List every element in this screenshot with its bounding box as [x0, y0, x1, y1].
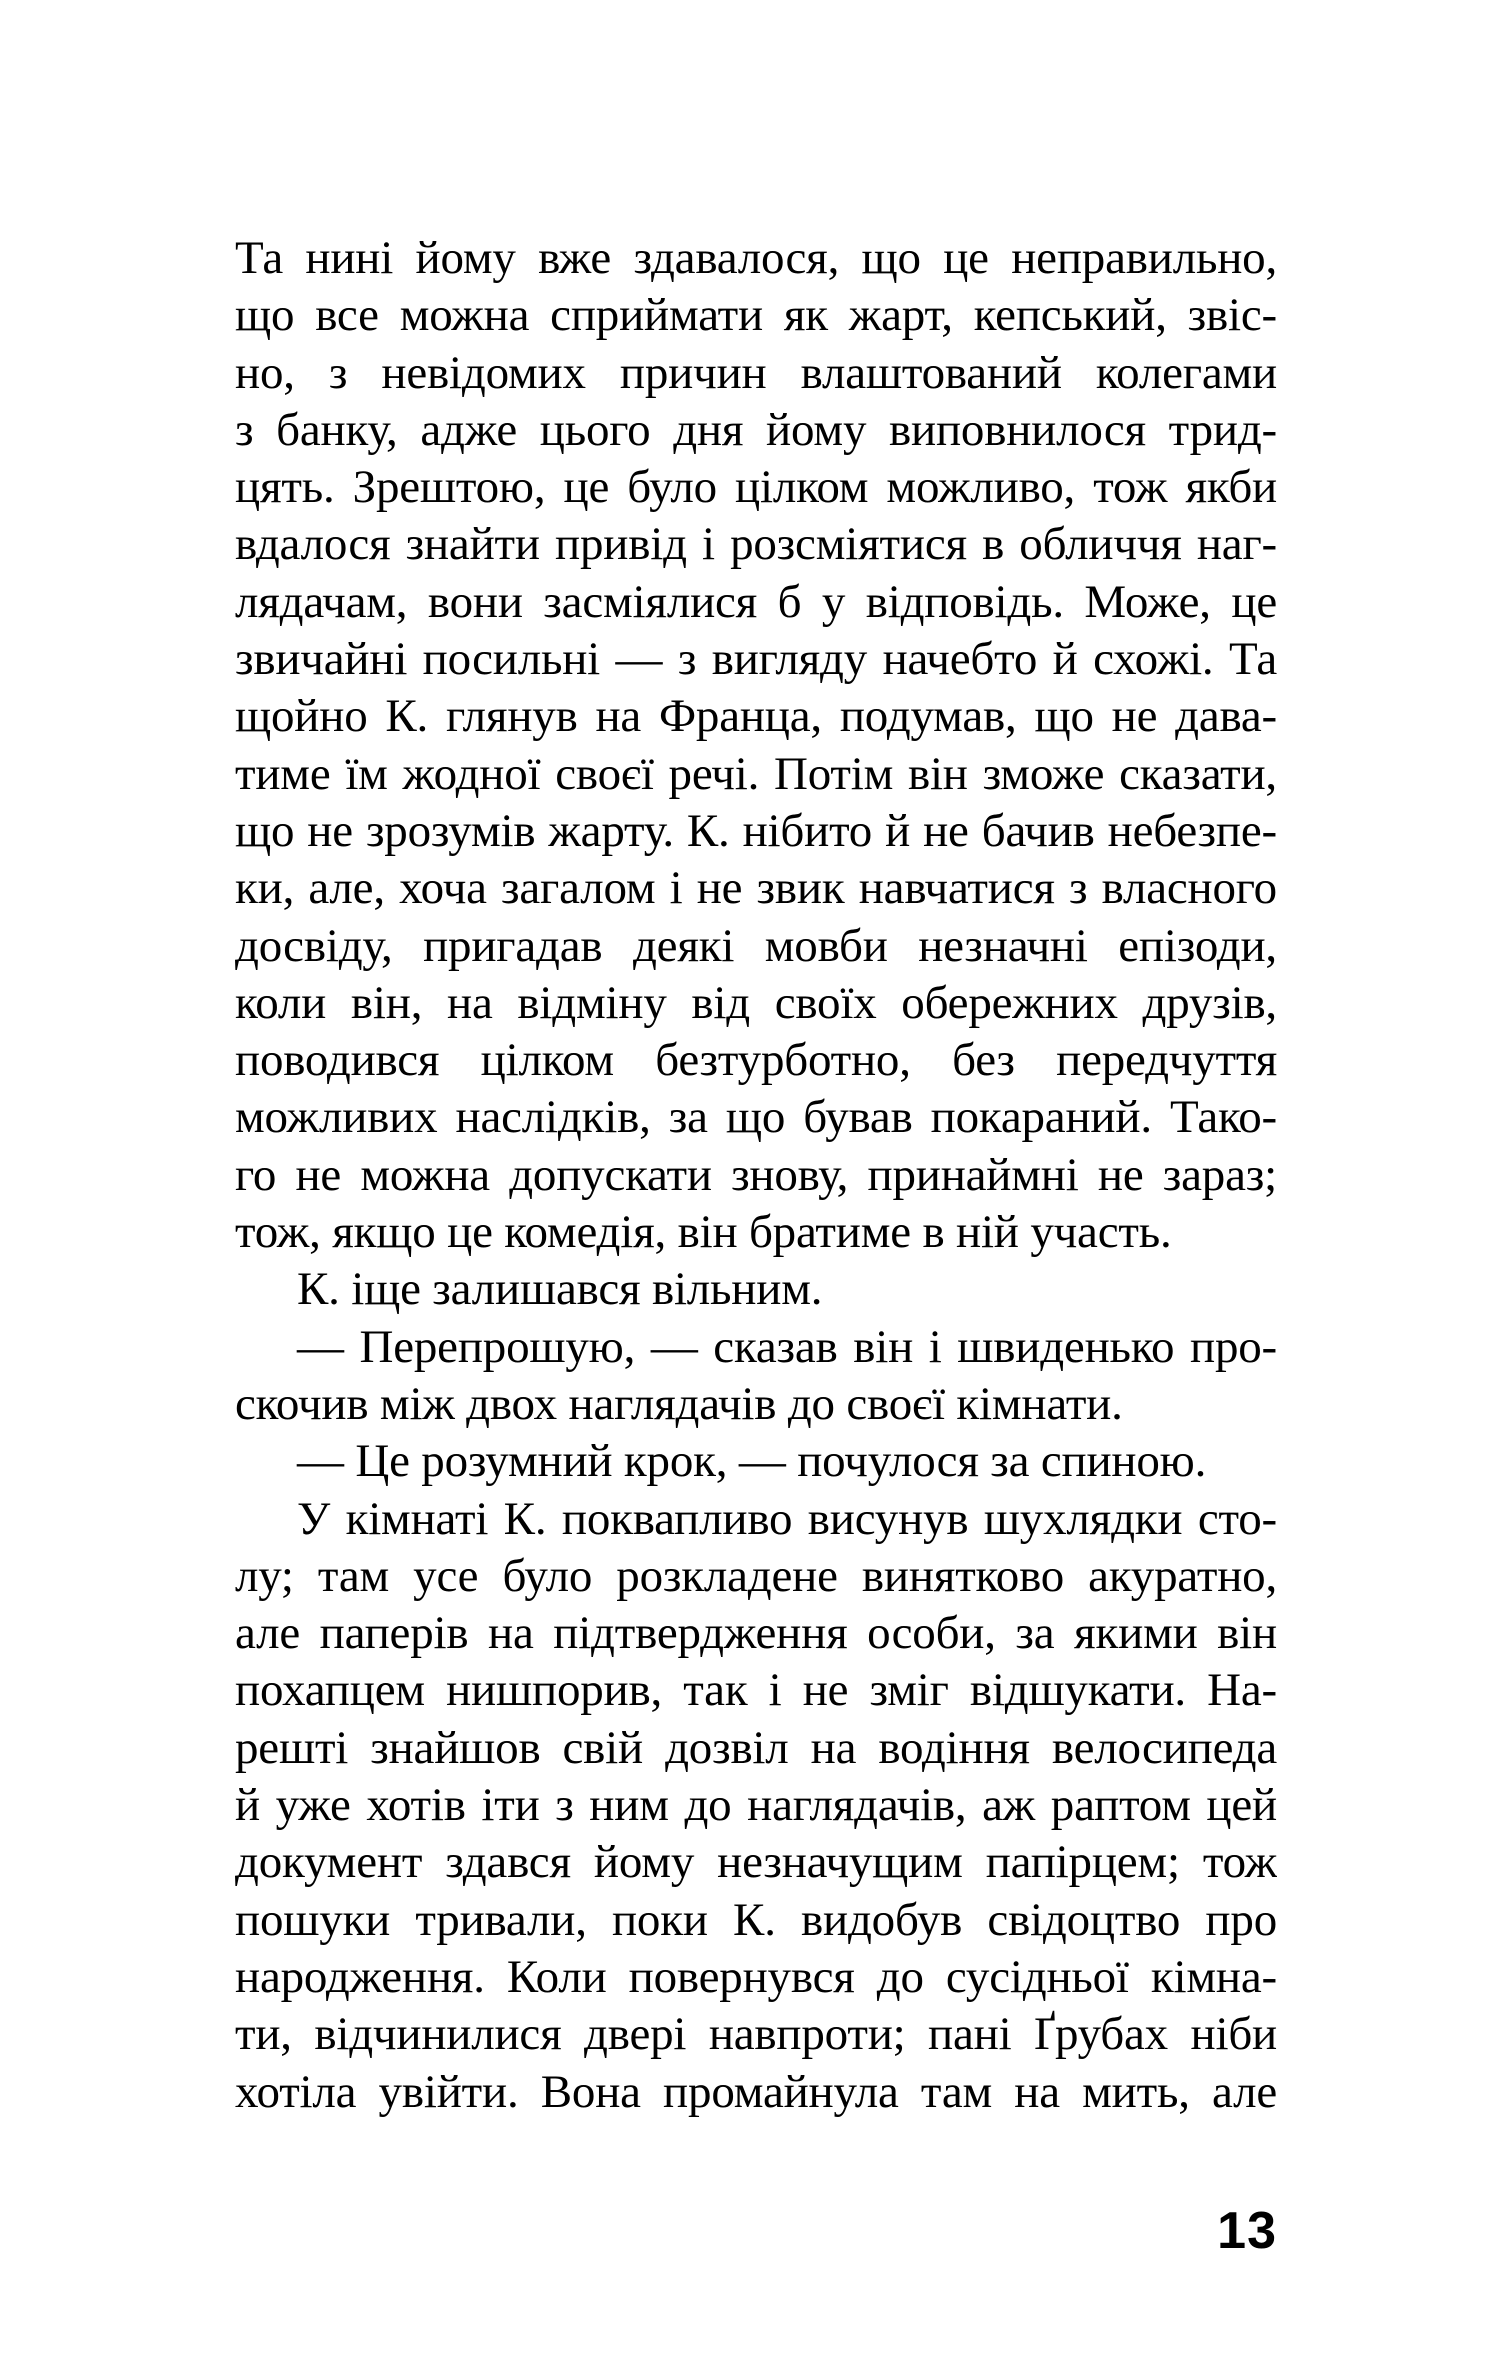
- text-line: можливих наслідків, за що бував покараний. Тако-: [235, 1091, 1277, 1144]
- text-line: — Перепрошую, — сказав він і швиденько про-: [297, 1320, 1277, 1373]
- text-line: но, з невідомих причин влаштований колегами: [235, 346, 1277, 399]
- text-line: документ здався йому незначущим папірцем; тож: [235, 1836, 1277, 1889]
- text-line: лядачам, вони засміялися б у відповідь. Може, це: [235, 575, 1277, 628]
- text-line: з банку, адже цього дня йому виповнилося трид-: [235, 403, 1277, 456]
- text-line: — Це розумний крок, — почулося за спиною.: [297, 1435, 1207, 1488]
- text-line: що все можна сприймати як жарт, кепський, звіс-: [235, 289, 1277, 342]
- text-line: лу; там усе було розкладене винятково акуратно,: [235, 1549, 1277, 1602]
- text-line: цять. Зрештою, це було цілком можливо, тож якби: [235, 461, 1277, 514]
- text-line: але паперів на підтвердження особи, за якими він: [235, 1607, 1277, 1660]
- text-line: К. іще залишався вільним.: [297, 1263, 823, 1316]
- text-line: народження. Коли повернувся до сусідньої кімна-: [235, 1950, 1277, 2003]
- text-line: Та нині йому вже здавалося, що це неправильно,: [235, 232, 1277, 284]
- text-line: вдалося знайти привід і розсміятися в обличчя наг-: [235, 518, 1277, 571]
- page-number: 13: [1217, 2202, 1277, 2260]
- text-line: пошуки тривали, поки К. видобув свідоцтво про: [235, 1893, 1277, 1946]
- text-line: похапцем нишпорив, так і не зміг відшукати. На-: [235, 1664, 1277, 1717]
- text-line: щойно К. глянув на Франца, подумав, що не дава-: [235, 690, 1277, 743]
- text-line: скочив між двох наглядачів до своєї кімнати.: [235, 1377, 1123, 1430]
- text-line: звичайні посильні — з вигляду начебто й схожі. Та: [235, 633, 1277, 686]
- text-line: досвіду, пригадав деякі мовби незначні епізоди,: [235, 919, 1277, 972]
- text-line: тож, якщо це комедія, він братиме в ній участь.: [235, 1206, 1172, 1259]
- text-line: й уже хотів іти з ним до наглядачів, аж раптом цей: [235, 1779, 1277, 1832]
- text-line: тиме їм жодної своєї речі. Потім він зможе сказати,: [235, 747, 1277, 800]
- text-line: У кімнаті К. поквапливо висунув шухлядки сто-: [297, 1492, 1277, 1545]
- text-line: що не зрозумів жарту. К. нібито й не бачив небезпе-: [235, 804, 1277, 857]
- text-line: ки, але, хоча загалом і не звик навчатися з власного: [235, 862, 1277, 915]
- text-line: хотіла увійти. Вона промайнула там на мить, але: [235, 2065, 1277, 2118]
- text-line: коли він, на відміну від своїх обережних друзів,: [235, 976, 1277, 1029]
- text-line: поводився цілком безтурботно, без передчуття: [235, 1034, 1277, 1087]
- text-line: ти, відчинилися двері навпроти; пані Ґрубах ніби: [235, 2008, 1277, 2061]
- text-line: решті знайшов свій дозвіл на водіння велосипеда: [235, 1721, 1277, 1774]
- text-block: [235, 230, 1277, 2121]
- text-line: го не можна допускати знову, принаймні не зараз;: [235, 1148, 1277, 1201]
